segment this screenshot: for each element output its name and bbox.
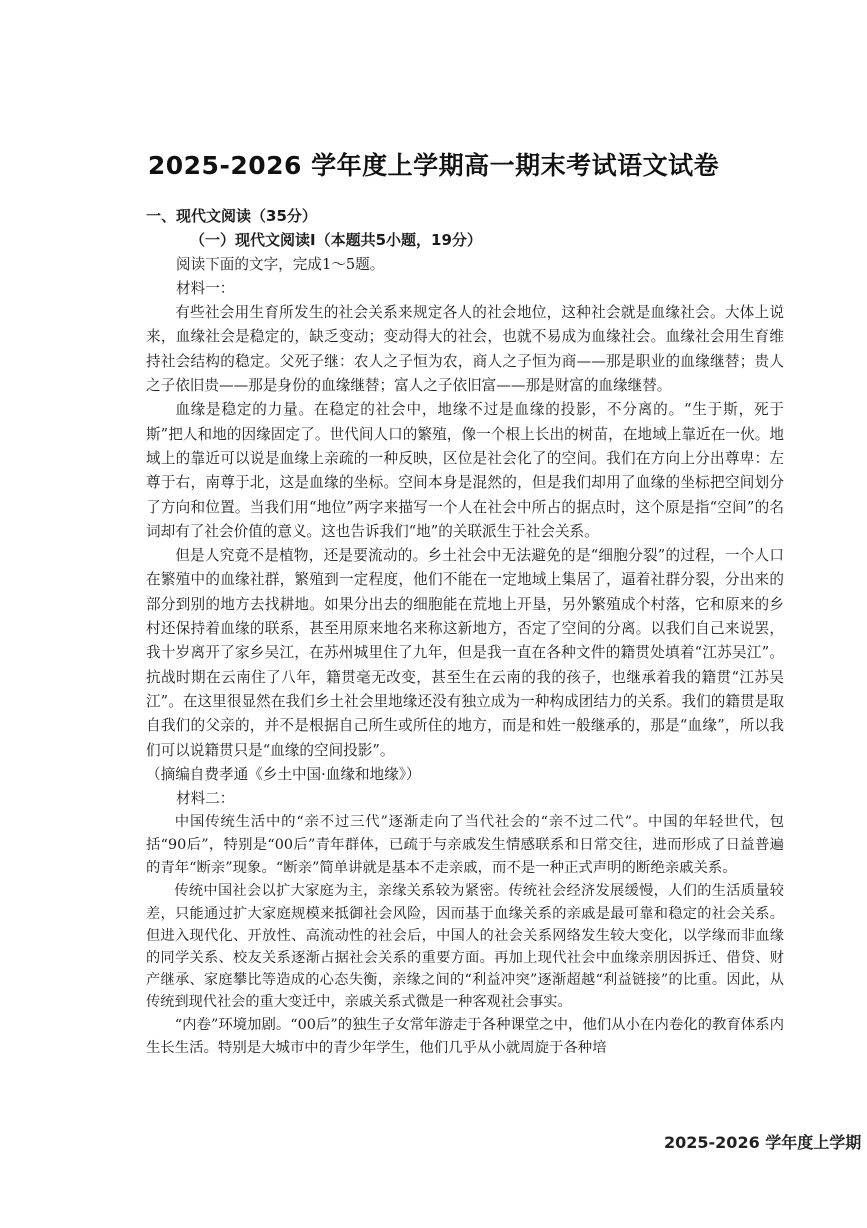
material2-paragraph-2: 传统中国社会以扩大家庭为主，亲缘关系较为紧密。传统社会经济发展缓慢，人们的生活质量较差，只能通过扩大家庭规模来抵御社会风险，因而基于血缘关系的亲戚是最可靠和稳定的社会关系。但进入现代化、开放性、高流动性的社会后，中国人的社会关系网络发生较大变化，以学缘而非血缘的同学关系、校友关系逐渐占据社会关系的重要方面。再加上现代社会中血缘亲朋因拆迁、借贷、财产继承、家庭攀比等造成的心态失衡，亲缘之间的“利益冲突”逐渐超越“利益链接”的比重。因此，从传统到现代社会的重大变迁中，亲戚关系式微是一种客观社会事实。: [146, 883, 784, 1011]
reading-content: [146, 204, 784, 1060]
material2-label: 材料二：: [176, 790, 235, 808]
exam-title: 2025-2026 学年度上学期高一期末考试语文试卷: [147, 151, 720, 180]
subsection-heading: （一）现代文阅读Ⅰ（本题共5小题，19分）: [190, 231, 482, 250]
material1-paragraph-2: 血缘是稳定的力量。在稳定的社会中，地缘不过是血缘的投影，不分离的。“生于斯，死于斯”把人和地的因缘固定了。世代间人口的繁殖，像一个根上长出的树苗，在地域上靠近在一伙。地域上的靠近可以说是血缘上亲疏的一种反映，区位是社会化了的空间。我们在方向上分出尊卑：左尊于右，南尊于北，这是血缘的坐标。空间本身是混然的，但是我们却用了血缘的坐标把空间划分了方向和位置。当我们用“地位”两字来描写一个人在社会中所占的据点时，这个原是指“空间”的名词却有了社会价值的意义。这也告诉我们“地”的关联派生于社会关系。: [146, 401, 784, 540]
section-heading: 一、现代文阅读（35分）: [146, 207, 317, 225]
instruction-text: 阅读下面的文字，完成1～5题。: [176, 255, 385, 273]
material1-paragraph-1: 有些社会用生育所发生的社会关系来规定各人的社会地位，这种社会就是血缘社会。大体上说来，血缘社会是稳定的，缺乏变动；变动得大的社会，也就不易成为血缘社会。血缘社会用生育维持社会结构的稳定。父死子继：农人之子恒为农，商人之子恒为商——那是职业的血缘继替；贵人之子依旧贵——那是身份的血缘继替；富人之子依旧富——那是财富的血缘继替。: [146, 304, 784, 395]
page-footer: 2025-2026 学年度上学期: [664, 1133, 862, 1152]
material1-source: （摘编自费孝通《乡土中国·血缘和地缘》）: [146, 765, 421, 783]
material2-paragraph-3: “内卷”环境加剧。“00后”的独生子女常年游走于各种课堂之中，他们从小在内卷化的教育体系内生长生活。特别是大城市中的青少年学生，他们几乎从小就周旋于各种培: [146, 1016, 784, 1056]
material2-paragraph-1: 中国传统生活中的“亲不过三代”逐渐走向了当代社会的“亲不过二代”。中国的年轻世代，包括“90后”，特别是“00后”青年群体，已疏于与亲戚发生情感联系和日常交往，进而形成了日益普遍的青年“断亲”现象。“断亲”简单讲就是基本不走亲戚，而不是一种正式声明的断绝亲戚关系。: [146, 814, 784, 877]
material1-paragraph-3: 但是人究竟不是植物，还是要流动的。乡土社会中无法避免的是“细胞分裂”的过程，一个人口在繁殖中的血缘社群，繁殖到一定程度，他们不能在一定地域上集居了，逼着社群分裂，分出来的部分到别的地方去找耕地。如果分出去的细胞能在荒地上开垦，另外繁殖成个村落，它和原来的乡村还保持着血缘的联系，甚至用原来地名来称这新地方，否定了空间的分离。以我们自己来说罢，我十岁离开了家乡吴江，在苏州城里住了九年，但是我一直在各种文件的籍贯处填着“江苏吴江”。抗战时期在云南住了八年，籍贯毫无改变，甚至生在云南的我的孩子，也继承着我的籍贯“江苏吴江”。在这里很显然在我们乡土社会里地缘还没有独立成为一种构成团结力的关系。我们的籍贯是取自我们的父亲的，并不是根据自己所生或所住的地方，而是和姓一般继承的，那是“血缘”，所以我们可以说籍贯只是“血缘的空间投影”。: [146, 547, 784, 759]
material1-label: 材料一：: [176, 279, 235, 297]
